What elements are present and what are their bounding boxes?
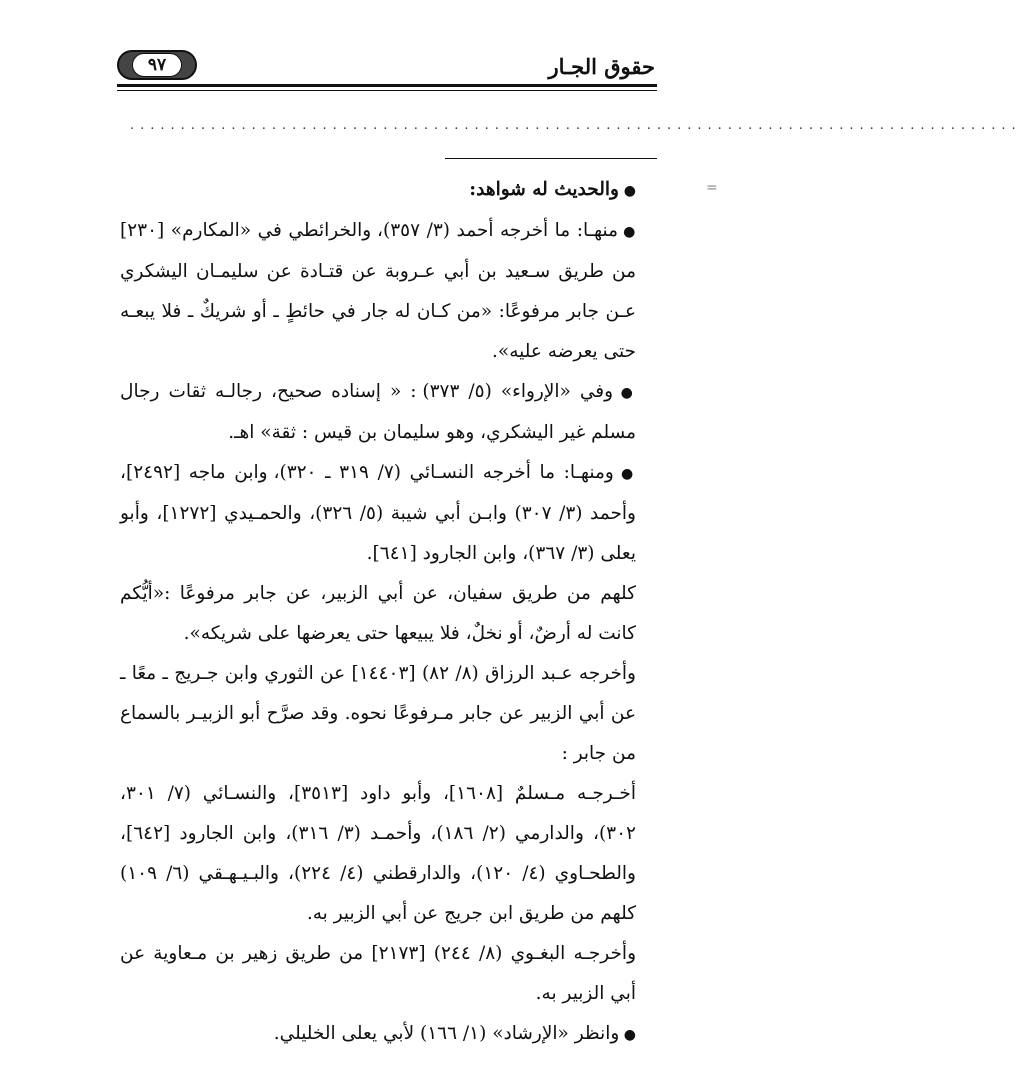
header-rule-thin [117,90,657,91]
running-title: حقوق الجـار [548,54,655,79]
paragraph-9: ● وانظر «الإرشاد» (١/ ١٦٦) لأبي يعلى الخليلي. [120,1014,636,1055]
page-header [0,0,747,100]
paragraph-1: ● والحديث له شواهد: [120,170,636,211]
page-number: ٩٧ [132,53,182,77]
paragraph-8: وأخرجـه البغـوي (٨/ ٢٤٤) [٢١٧٣] من طريق زهير بن مـعاوية عن أبي الزبير به. [120,943,637,1004]
footnote-rule [445,158,657,159]
header-rule-thick [117,84,657,87]
paragraph-5: كلهم من طريق سفيان، عن أبي الزبير، عن جابر مرفوعًا :«أيُّكم كانت له أرضٌ، أو نخلٌ، فلا يبيعها حتى يعرضها على شريكه». [120,583,636,644]
paragraph-3: ● وفي «الإرواء» (٥/ ٣٧٣) : « إسناده صحيح، رجالـه ثقات رجال مسلم غير اليشكري، وهو سليمان بن قيس : ثقة» اهـ. [120,372,636,453]
paragraph-6: وأخرجه عـبد الرزاق (٨/ ٨٢) [١٤٤٠٣] عن الثوري وابن جـريج ـ معًا ـ عن أبي الزبير عن جابر مـرفوعًا نحوه. وقد صرَّح أبو الزبيـر بالسماع من جابر : [120,663,636,764]
dotted-separator: ........................................................................................ [130,118,1022,133]
paragraph-7: أخـرجـه مـسلمٌ [١٦٠٨]، وأبو داود [٣٥١٣]، والنسـائي (٧/ ٣٠١، ٣٠٢)، والدارمي (٢/ ١٨٦)، وأحمـد (٣/ ٣١٦)، وابن الجارود [٦٤٢]، والطحـاوي (٤/ ١٢٠)، والدارقطني (٤/ ٢٢٤)، والبـيـهـقي (٦/ ١٠٩) كلهم من طريق ابن جريج عن أبي الزبير به. [120,783,636,924]
margin-mark: = [706,180,718,196]
footnote-body [120,170,636,1055]
paragraph-2: ● منهـا: ما أخرجه أحمد (٣/ ٣٥٧)، والخرائطي في «المكارم» [٢٣٠] من طريق سـعيد بن أبي عـروبة عن قتـادة عن سليمـان اليشكري عـن جابر مرفوعًا: «من كـان له جار في حائطٍ ـ أو شريكٌ ـ فلا يبعـه حتى يعرضه عليه». [120,211,636,372]
paragraph-4: ● ومنهـا: ما أخرجه النسـائي (٧/ ٣١٩ ـ ٣٢٠)، وابن ماجه [٢٤٩٢]، وأحمد (٣/ ٣٠٧) وابـن أبي شيبة (٥/ ٣٢٦)، والحمـيدي [١٢٧٢]، وأبو يعلى (٣/ ٣٦٧)، وابن الجارود [٦٤١]. [120,453,636,574]
